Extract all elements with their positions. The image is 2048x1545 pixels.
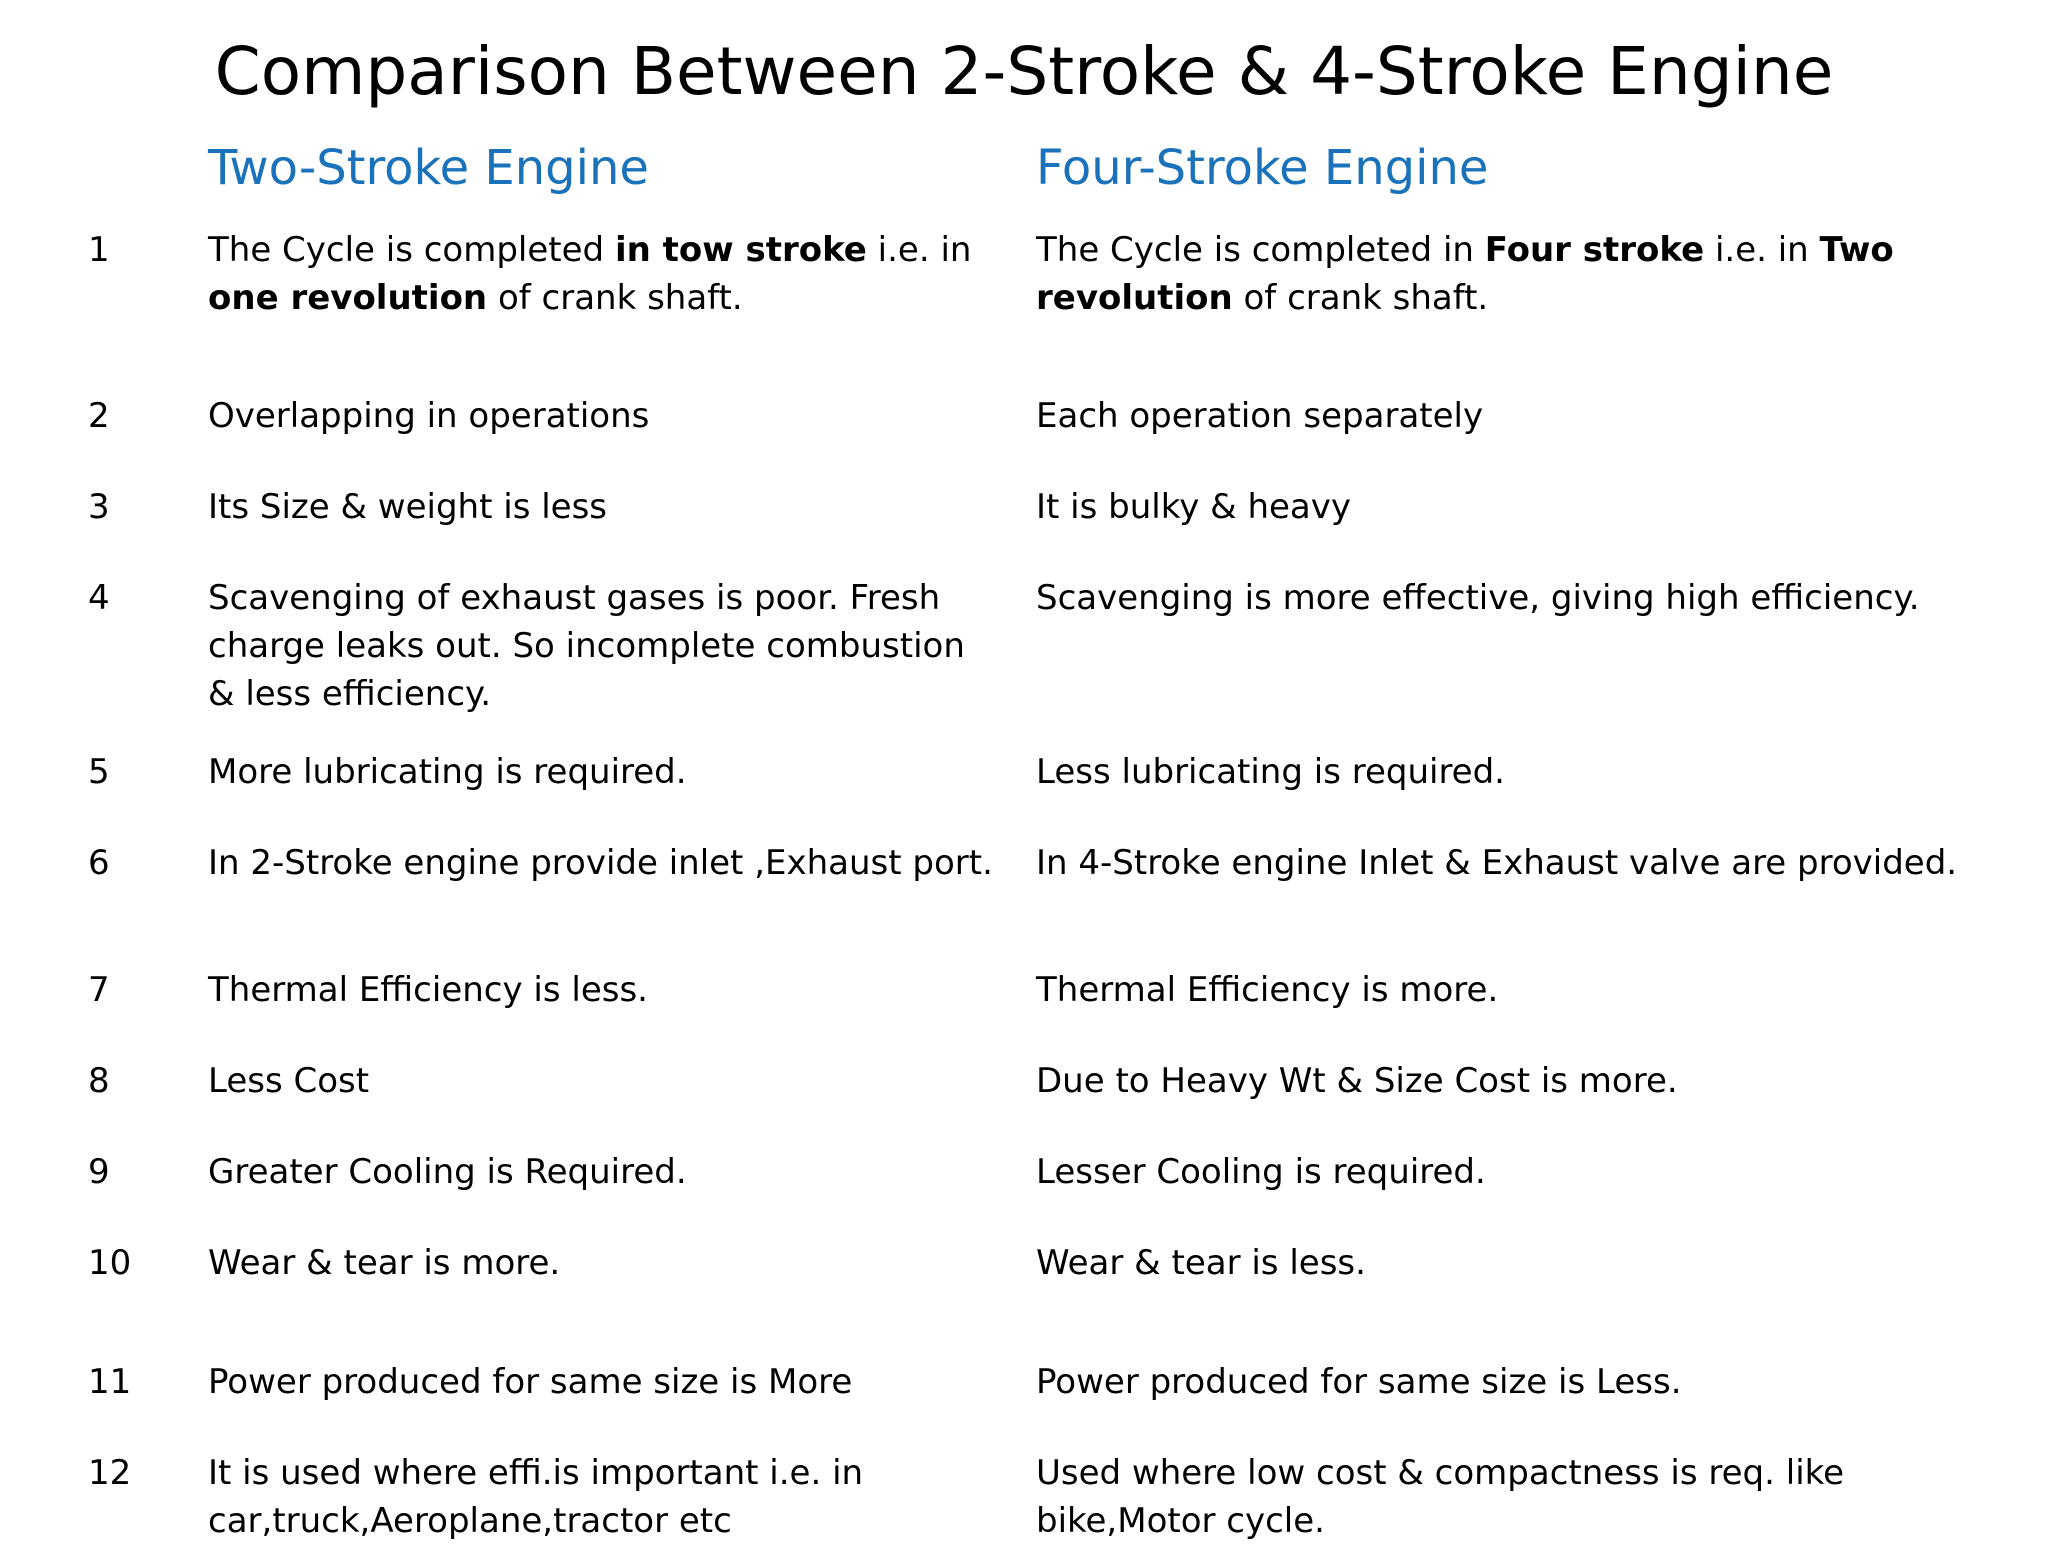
two-stroke-point: Power produced for same size is More [208,1362,853,1402]
bold-text-run: Four stroke [1484,230,1705,270]
two-stroke-point: Overlapping in operations [208,396,650,436]
text-run: of crank shaft. [1232,278,1489,318]
row-number: 1 [88,230,110,270]
four-stroke-point: Scavenging is more effective, giving high efficiency. [1036,578,1920,618]
row-number: 12 [88,1453,132,1493]
two-stroke-heading: Two-Stroke Engine [208,140,649,196]
text-run: of crank shaft. [487,278,743,318]
four-stroke-point: Each operation separately [1036,396,1484,436]
row-number: 6 [88,843,110,883]
two-stroke-point: Greater Cooling is Required. [208,1152,687,1192]
text-run: The Cycle is completed in [1036,230,1485,270]
four-stroke-point: Wear & tear is less. [1036,1243,1366,1283]
slide-title: Comparison Between 2-Stroke & 4-Stroke Engine [214,33,1834,110]
two-stroke-point: Wear & tear is more. [208,1243,561,1283]
two-stroke-point: In 2-Stroke engine provide inlet ,Exhaust port. [208,843,993,883]
two-stroke-point: Thermal Efficiency is less. [208,970,648,1010]
four-stroke-point: Power produced for same size is Less. [1036,1362,1682,1402]
text-run: i.e. in [866,230,972,270]
two-stroke-point: Less Cost [208,1061,370,1101]
two-stroke-point: It is used where effi.is important i.e. in car,truck,Aeroplane,tractor etc [208,1453,864,1541]
text-run: The Cycle is completed [208,230,615,270]
two-stroke-point: More lubricating is required. [208,752,687,792]
four-stroke-point: Lesser Cooling is required. [1036,1152,1486,1192]
four-stroke-heading: Four-Stroke Engine [1036,140,1489,196]
row-number: 7 [88,970,110,1010]
four-stroke-point [1036,226,2016,322]
row-number: 10 [88,1243,132,1283]
row-number: 5 [88,752,110,792]
row-number: 4 [88,578,110,618]
two-stroke-point: Scavenging of exhaust gases is poor. Fresh charge leaks out. So incomplete combustion & less efficiency. [208,578,965,714]
row-number: 3 [88,487,110,527]
two-stroke-point: Its Size & weight is less [208,487,608,527]
four-stroke-point: Used where low cost & compactness is req. like bike,Motor cycle. [1036,1453,1845,1541]
bold-text-run: one revolution [208,278,488,318]
row-number: 11 [88,1362,132,1402]
four-stroke-point: Due to Heavy Wt & Size Cost is more. [1036,1061,1678,1101]
two-stroke-point [208,226,998,322]
four-stroke-point: Thermal Efficiency is more. [1036,970,1499,1010]
four-stroke-point: In 4-Stroke engine Inlet & Exhaust valve are provided. [1036,843,1958,883]
bold-text-run: in tow stroke [614,230,867,270]
four-stroke-point: Less lubricating is required. [1036,752,1505,792]
row-number: 9 [88,1152,110,1192]
row-number: 8 [88,1061,110,1101]
four-stroke-point: It is bulky & heavy [1036,487,1351,527]
bold-text-run: Two revolution [1036,230,1894,318]
text-run: i.e. in [1704,230,1820,270]
row-number: 2 [88,396,110,436]
